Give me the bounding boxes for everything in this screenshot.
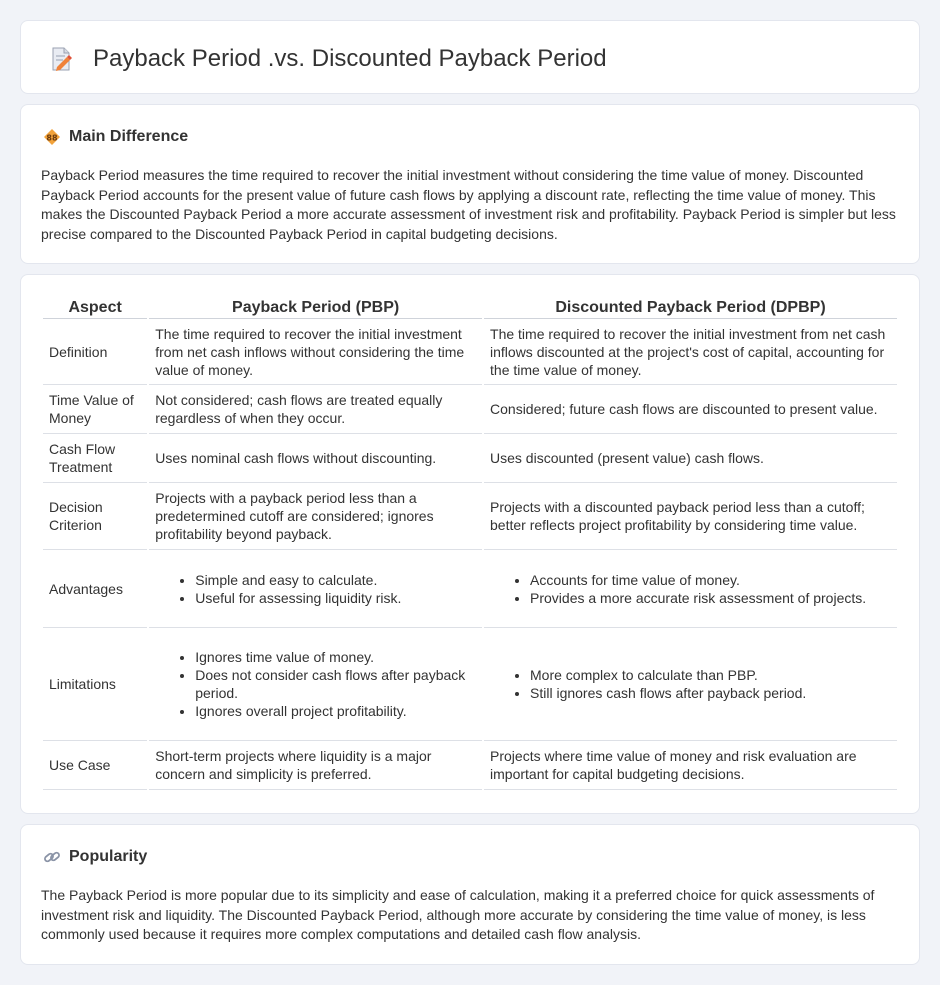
pbp-advantages-list: [155, 571, 476, 607]
link-icon: [43, 848, 61, 866]
dpbp-advantages-list: [490, 571, 891, 607]
list-item: • Accounts for time value of money.: [530, 571, 891, 589]
table-row: [43, 741, 897, 790]
main-difference-text: Payback Period measures the time required to recover the initial investment without considering the time value of money. Discounted Payback Period accounts for the present value of future cash flows by applying a discount rate, reflecting the time value of money. This makes the Discounted Payback Period a more accurate assessment of investment risk and profitability. Payback Period is simpler but less precise compared to the Discounted Payback Period in capital budgeting decisions.: [41, 167, 896, 242]
page-title: Payback Period .vs. Discounted Payback Period: [93, 45, 607, 72]
header-dpbp: Discounted Payback Period (DPBP): [484, 295, 897, 319]
row-pbp: The time required to recover the initial investment from net cash inflows without considering the time value of money.: [149, 319, 482, 385]
row-dpbp: The time required to recover the initial investment from net cash inflows discounted at the project's cost of capital, accounting for the time value of money.: [484, 319, 897, 385]
comparison-table: [41, 295, 899, 790]
list-item: • Simple and easy to calculate.: [195, 571, 476, 589]
table-row: [43, 628, 897, 741]
dpbp-limitations-list: [490, 666, 891, 702]
row-pbp: [149, 550, 482, 628]
list-item: • Ignores overall project profitability.: [195, 702, 476, 720]
list-item: • Does not consider cash flows after payback period.: [195, 666, 476, 702]
popularity-card: [20, 824, 920, 965]
table-row: [43, 483, 897, 550]
row-pbp: Not considered; cash flows are treated equally regardless of when they occur.: [149, 385, 482, 434]
list-item: • More complex to calculate than PBP.: [530, 666, 891, 684]
header-pbp: Payback Period (PBP): [149, 295, 482, 319]
row-dpbp: Uses discounted (present value) cash flows.: [484, 434, 897, 483]
table-row: [43, 319, 897, 385]
main-difference-header: [43, 127, 188, 147]
main-difference-card: [20, 104, 920, 264]
row-pbp: Short-term projects where liquidity is a major concern and simplicity is preferred.: [149, 741, 482, 790]
popularity-header: [43, 847, 147, 867]
row-aspect: Definition: [43, 319, 147, 385]
title-row: [47, 45, 607, 73]
list-item: • Still ignores cash flows after payback period.: [530, 684, 891, 702]
popularity-text: The Payback Period is more popular due to its simplicity and ease of calculation, making it a preferred choice for quick assessments of investment risk and liquidity. The Discounted Payback Period, although more accurate by considering the time value of money, is less commonly used because it requires more complex computations and detailed cash flow analysis.: [41, 887, 875, 942]
row-aspect: Cash Flow Treatment: [43, 434, 147, 483]
row-pbp: [149, 628, 482, 741]
table-row: [43, 550, 897, 628]
row-dpbp: Projects with a discounted payback period less than a cutoff; better reflects project profitability by considering time value.: [484, 483, 897, 550]
diamond-warning-icon: [43, 128, 61, 146]
row-aspect: Time Value of Money: [43, 385, 147, 434]
main-difference-heading: Main Difference: [69, 128, 189, 145]
row-aspect: Use Case: [43, 741, 147, 790]
row-aspect: Advantages: [43, 550, 147, 628]
table-row: [43, 434, 897, 483]
row-aspect: Decision Criterion: [43, 483, 147, 550]
row-pbp: Projects with a payback period less than a predetermined cutoff are considered; ignores profitability beyond payback.: [149, 483, 482, 550]
pbp-limitations-list: [155, 648, 476, 720]
svg-text:88: 88: [46, 133, 58, 143]
title-card: [20, 20, 920, 94]
row-dpbp: Considered; future cash flows are discounted to present value.: [484, 385, 897, 434]
row-dpbp: Projects where time value of money and risk evaluation are important for capital budgeting decisions.: [484, 741, 897, 790]
header-aspect: Aspect: [43, 295, 147, 319]
comparison-card: [20, 274, 920, 814]
row-dpbp: [484, 550, 897, 628]
table-row: [43, 385, 897, 434]
list-item: • Provides a more accurate risk assessment of projects.: [530, 589, 891, 607]
row-pbp: Uses nominal cash flows without discounting.: [149, 434, 482, 483]
popularity-heading: Popularity: [69, 848, 148, 865]
document-edit-icon: [47, 45, 75, 73]
row-dpbp: [484, 628, 897, 741]
row-aspect: Limitations: [43, 628, 147, 741]
table-header-row: [43, 295, 897, 319]
list-item: • Useful for assessing liquidity risk.: [195, 589, 476, 607]
list-item: • Ignores time value of money.: [195, 648, 476, 666]
